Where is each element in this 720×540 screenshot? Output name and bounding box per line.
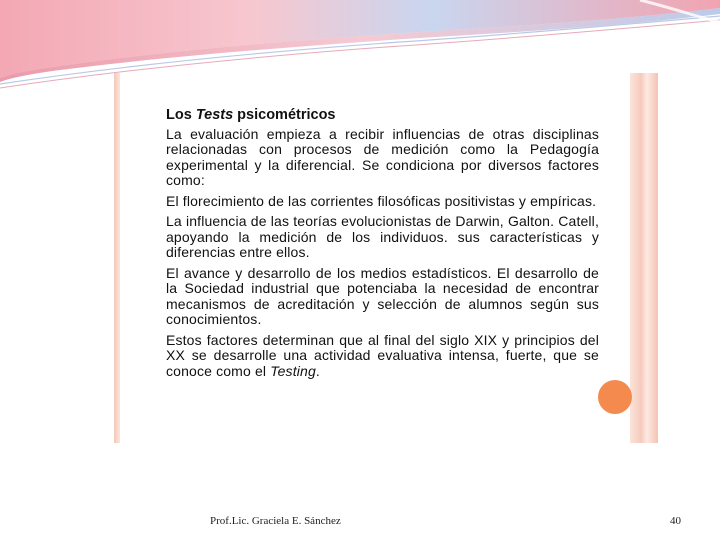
footer-author: Prof.Lic. Graciela E. Sánchez (210, 515, 341, 527)
page-number: 40 (670, 515, 681, 527)
heading-prefix: Los (166, 107, 196, 123)
paragraph-evolution: La influencia de las teorías evolucionistas de Darwin, Galton. Catell, apoyando la medición de los individuos. sus características y diferencias entre ellos. (166, 213, 599, 260)
paragraph-statistics: El avance y desarrollo de los medios estadísticos. El desarrollo de la Sociedad industrial que potenciaba la necesidad de encontrar mecanismos de acreditación y selección de alumnos según sus conocimientos. (166, 264, 599, 327)
slide-heading (166, 108, 599, 124)
heading-italic-word: Tests (195, 107, 234, 123)
right-decorative-bar (630, 73, 658, 443)
slide-text-content (166, 108, 599, 384)
accent-circle (598, 380, 632, 414)
heading-suffix: psicométricos (233, 107, 336, 123)
paragraph-positivism: El florecimiento de las corrientes filosóficas positivistas y empíricas. (166, 192, 597, 209)
conclusion-end: . (315, 362, 320, 379)
conclusion-text: Estos factores determinan que al final del siglo XIX y principios del XX se desarrolle una actividad evaluativa intensa, fuerte, que se conoce como el (166, 331, 599, 379)
testing-italic-word: Testing (270, 362, 316, 379)
paragraph-intro: La evaluación empieza a recibir influencias de otras disciplinas relacionadas con procesos de medición como la Pedagogía experimental y la diferencial. Se condiciona por diversos factores como: (166, 125, 599, 188)
paragraph-conclusion (166, 333, 599, 380)
